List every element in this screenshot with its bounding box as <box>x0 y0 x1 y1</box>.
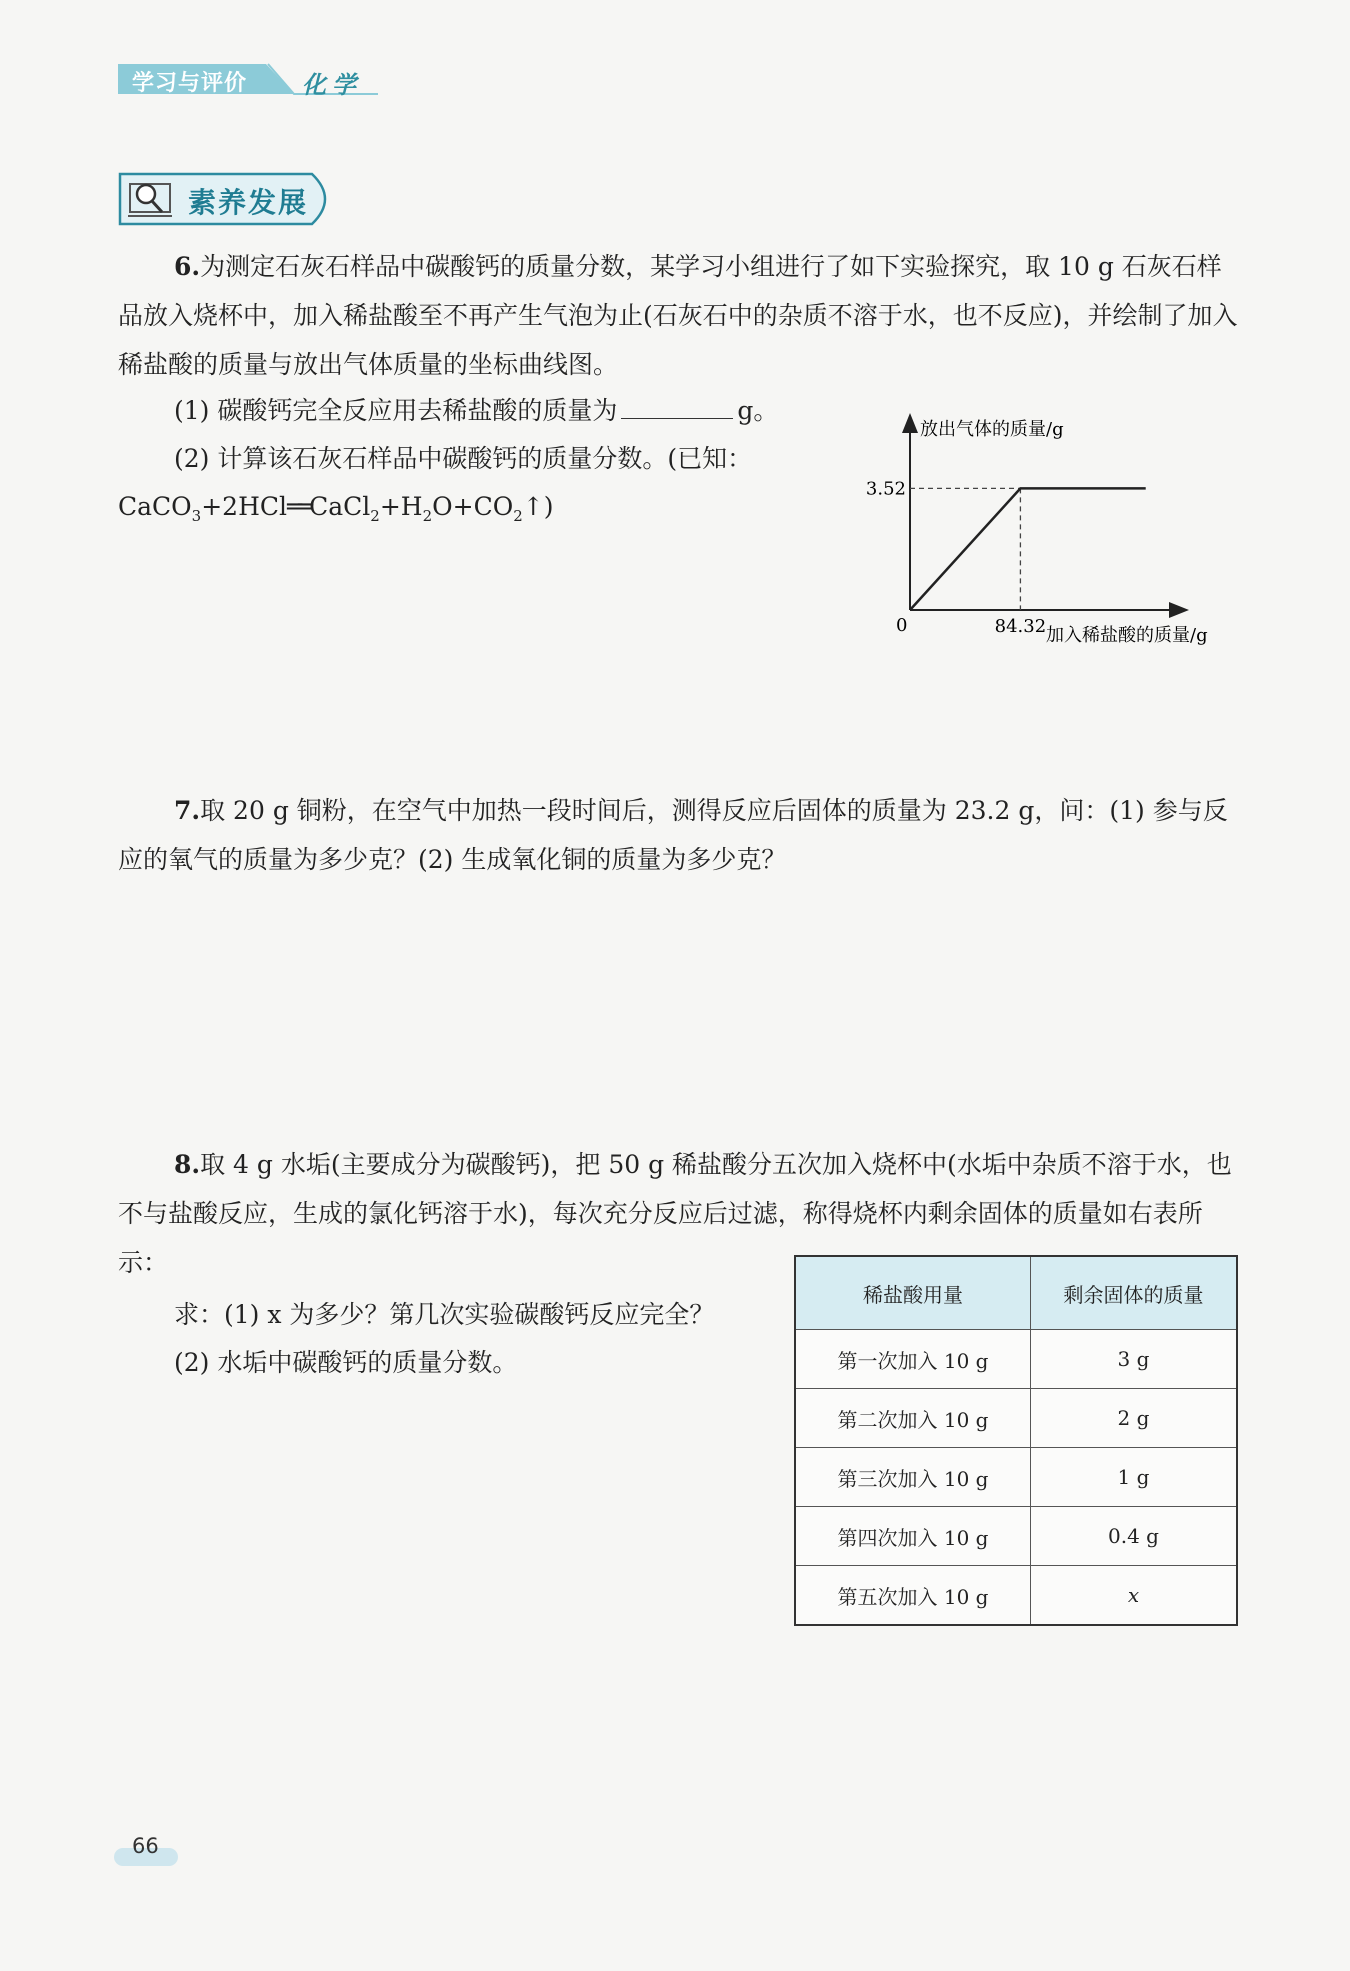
part-1-suffix: g。 <box>737 396 779 425</box>
table-cell: x <box>1031 1566 1238 1626</box>
eq-sub: 3 <box>191 507 202 525</box>
header-solid: 剩余固体的质量 <box>1031 1256 1238 1330</box>
table-header-row <box>795 1256 1237 1330</box>
question-number: 8. <box>174 1150 201 1179</box>
question-text: 取 20 g 铜粉，在空气中加热一段时间后，测得反应后固体的质量为 23.2 g，问：(1) 参与反应的氧气的质量为多少克？(2) 生成氧化铜的质量为多少克？ <box>118 796 1228 874</box>
ask-2-text: (2) 水垢中碳酸钙的质量分数。 <box>174 1348 518 1377</box>
header-band <box>118 60 378 98</box>
eq-hcl: +2HCl <box>201 492 287 521</box>
question-number: 6. <box>174 252 201 281</box>
page-number: 66 <box>132 1834 159 1858</box>
eq-sub: 2 <box>422 507 433 525</box>
table-row <box>795 1448 1237 1507</box>
question-6-part-1 <box>174 386 874 435</box>
question-number: 7. <box>174 796 201 825</box>
table-cell: 第三次加入 10 g <box>795 1448 1031 1507</box>
section-badge <box>116 170 342 228</box>
series-line <box>910 488 1146 610</box>
x-tick-label: 84.32 <box>994 616 1047 637</box>
answer-blank[interactable] <box>621 392 733 419</box>
table-row <box>795 1566 1237 1626</box>
question-8-ask-1 <box>174 1290 794 1339</box>
question-text: 取 4 g 水垢(主要成分为碳酸钙)，把 50 g 稀盐酸分五次加入烧杯中(水垢中杂质不溶于水，也不与盐酸反应，生成的氯化钙溶于水)，每次充分反应后过滤，称得烧杯内剩余固体的质量如右表所示： <box>118 1150 1232 1277</box>
x-axis-label: 加入稀盐酸的质量/g <box>1046 625 1208 646</box>
table-cell: 第一次加入 10 g <box>795 1330 1031 1389</box>
gas-arrow-icon: ↑ <box>522 492 544 521</box>
table-cell: 第二次加入 10 g <box>795 1389 1031 1448</box>
question-text: 为测定石灰石样品中碳酸钙的质量分数，某学习小组进行了如下实验探究，取 10 g 石灰石样品放入烧杯中，加入稀盐酸至不再产生气泡为止(石灰石中的杂质不溶于水，也不反应)，并绘制了加入稀盐酸的质量与放出气体质量的坐标曲线图。 <box>118 252 1238 379</box>
chemical-equation <box>118 482 818 531</box>
question-7 <box>118 786 1238 884</box>
eq-caco: CaCO <box>118 492 192 521</box>
eq-arrow: ══ <box>287 492 310 521</box>
gas-mass-chart <box>860 405 1260 655</box>
origin-label: 0 <box>896 615 908 636</box>
question-6 <box>118 242 1238 389</box>
ask-1-text: 求：(1) x 为多少？第几次实验碳酸钙反应完全？ <box>174 1300 715 1329</box>
eq-co: O+CO <box>432 492 514 521</box>
table-cell: 第五次加入 10 g <box>795 1566 1031 1626</box>
header-series: 学习与评价 <box>132 71 248 96</box>
question-8-ask-2 <box>174 1338 794 1387</box>
part-1-prefix: (1) 碳酸钙完全反应用去稀盐酸的质量为 <box>174 396 618 425</box>
y-tick-label: 3.52 <box>865 478 906 500</box>
table-row <box>795 1507 1237 1566</box>
header-subject: 化学 <box>302 70 362 99</box>
table-cell: 1 g <box>1031 1448 1238 1507</box>
eq-cacl: CaCl <box>309 492 371 521</box>
table-cell: 3 g <box>1031 1330 1238 1389</box>
section-title: 素养发展 <box>188 186 309 219</box>
table-cell: 0.4 g <box>1031 1507 1238 1566</box>
table-row <box>795 1389 1237 1448</box>
table-row <box>795 1330 1237 1389</box>
eq-h: +H <box>379 492 423 521</box>
header-acid: 稀盐酸用量 <box>795 1256 1031 1330</box>
question-6-part-2 <box>174 434 874 483</box>
table-cell: 第四次加入 10 g <box>795 1507 1031 1566</box>
eq-sub: 2 <box>370 507 380 525</box>
results-table <box>794 1255 1238 1626</box>
table-cell: 2 g <box>1031 1389 1238 1448</box>
eq-sub: 2 <box>513 507 523 525</box>
y-axis-label: 放出气体的质量/g <box>920 419 1064 440</box>
eq-close: ) <box>543 492 554 521</box>
part-2-text: (2) 计算该石灰石样品中碳酸钙的质量分数。(已知： <box>174 444 753 473</box>
